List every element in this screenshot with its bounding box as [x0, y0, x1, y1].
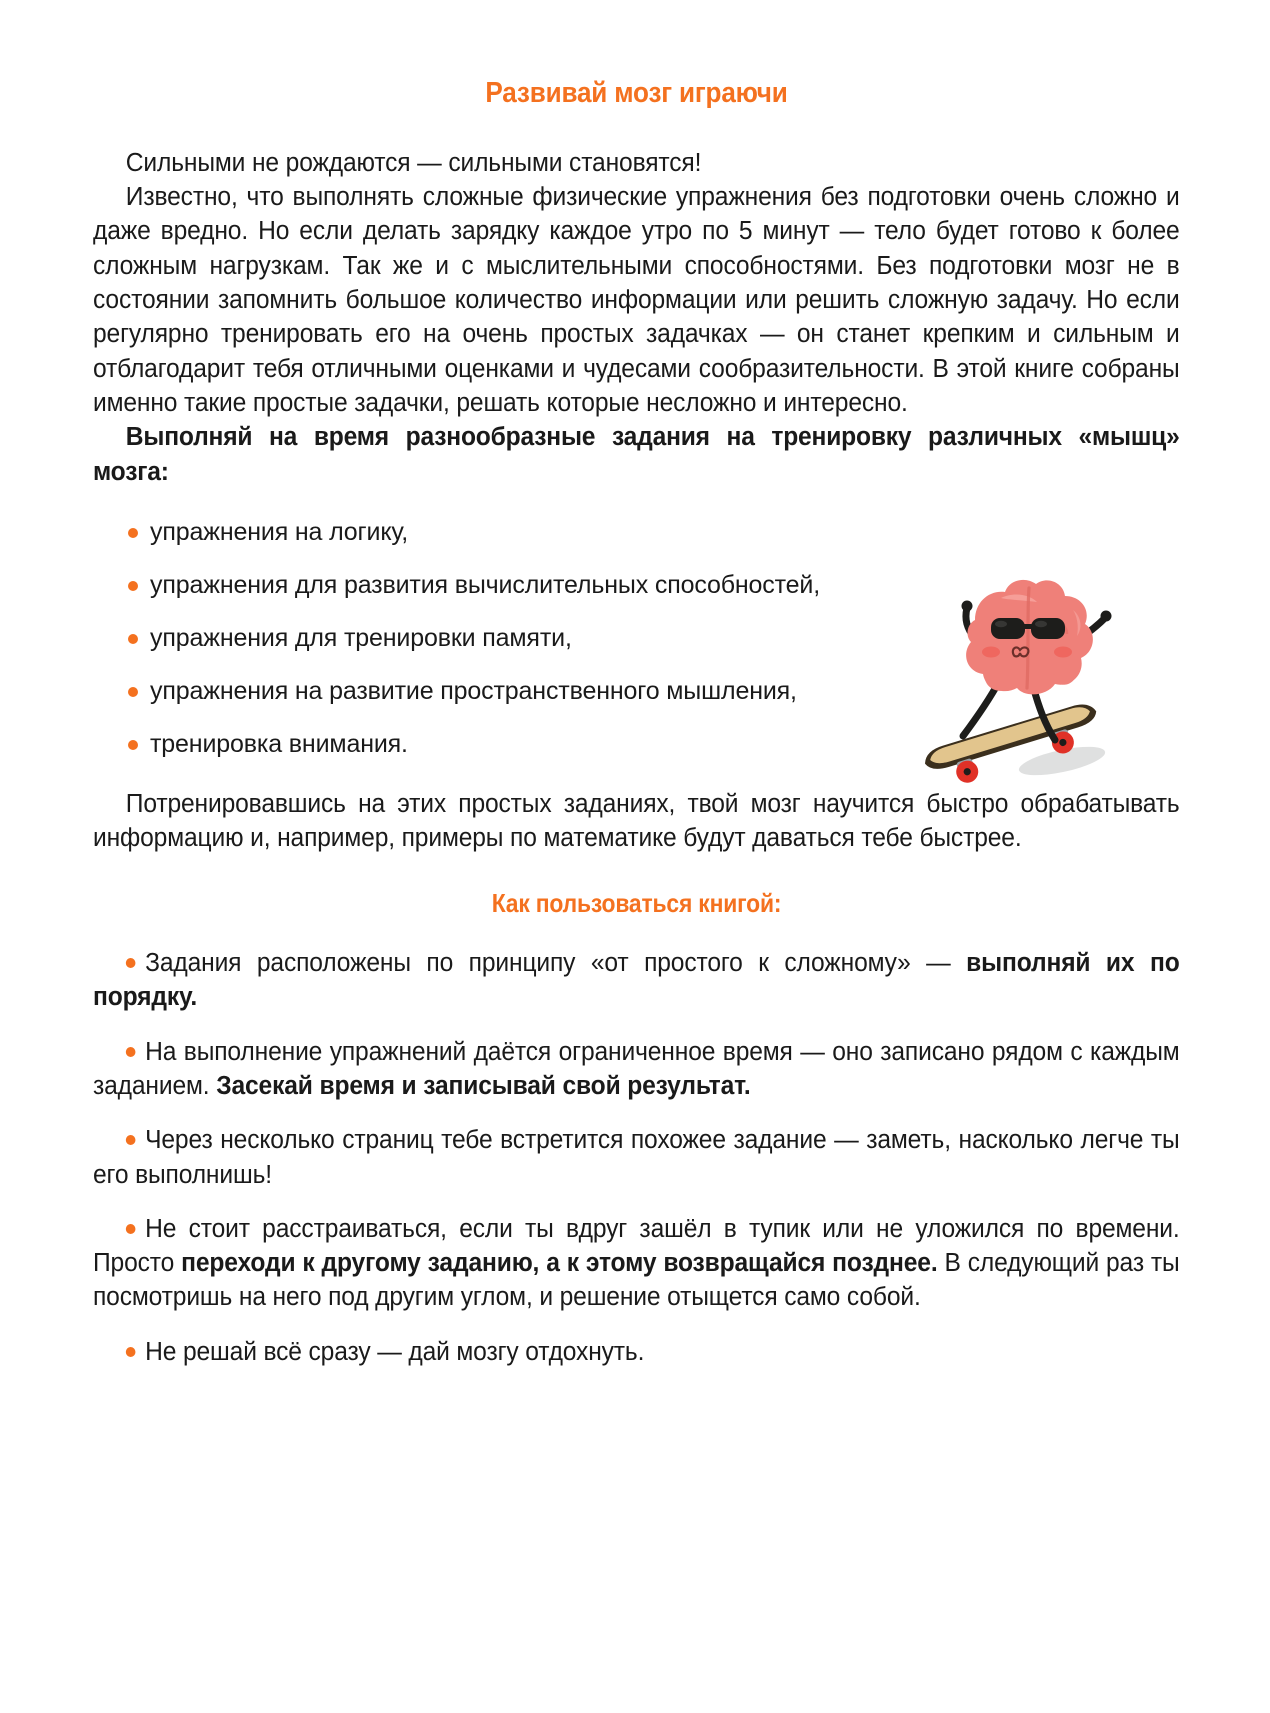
bullet-dot-icon — [126, 1347, 136, 1357]
list-item-label: упражнения для развития вычислительных способностей, — [150, 570, 821, 599]
instruction-text-bold: переходи к другому заданию, а к этому возвращайся позднее. — [181, 1249, 938, 1278]
instruction-item-1 — [93, 946, 1180, 1015]
instruction-text-plain: Задания расположены по принципу «от простого к сложному» — — [145, 949, 967, 978]
intro-paragraph-1: Известно, что выполнять сложные физические упражнения без подготовки очень сложно и даже вредно. Но если делать зарядку каждое утро по 5 минут — тело будет готово к более сложным нагрузкам. Так же и с мыслительными способностями. Без подготовки мозг не в состоянии запомнить большое количество информации или решить сложную задачу. Но если регулярно тренировать его на очень простых задачках — он станет крепким и сильным и отблагодарит тебя отличными оценками и чудесами сообразительности. В этой книге собраны именно такие простые задачки, решать которые несложно и интересно. — [93, 183, 1180, 417]
instruction-text-plain: Через несколько страниц тебе встретится похожее задание — заметь, насколько легче ты его выполнишь! — [93, 1126, 1180, 1189]
instruction-item-4 — [93, 1212, 1180, 1315]
bullet-dot-icon — [126, 1047, 136, 1057]
bullet-dot-icon — [128, 528, 138, 538]
brain-muscles-list — [93, 515, 1180, 761]
list-item — [93, 621, 1180, 655]
bullet-dot-icon — [128, 687, 138, 697]
instruction-item-5 — [93, 1335, 1180, 1369]
bullet-dot-icon — [126, 1224, 136, 1234]
how-to-use-heading: Как пользоваться книгой: — [491, 888, 782, 919]
instruction-item-2 — [93, 1035, 1180, 1104]
list-item-label: упражнения на развитие пространственного мышления, — [150, 676, 797, 705]
list-item — [93, 568, 1180, 602]
after-bullets-paragraph: Потренировавшись на этих простых заданиях, твой мозг научится быстро обрабатывать информацию и, например, примеры по математике будут даваться тебе быстрее. — [93, 789, 1180, 853]
instruction-text-plain: На выполнение упражнений даётся ограниченное время — оно записано рядом с каждым заданием. — [93, 1037, 1180, 1100]
intro-bold-lead: Выполняй на время разнообразные задания на тренировку различных «мышц» мозга: — [93, 423, 1180, 486]
page-content — [93, 78, 1180, 1389]
page-title: Развивай мозг играючи — [485, 77, 788, 109]
instruction-text-plain: Не стоит расстраиваться, если ты вдруг зашёл в тупик или не уложился по времени. Просто — [93, 1214, 1180, 1278]
list-item-label: упражнения для тренировки памяти, — [150, 623, 572, 652]
bullet-dot-icon — [128, 634, 138, 644]
list-item-label: упражнения на логику, — [150, 517, 409, 546]
instruction-text-bold: Засекай время и записывай свой результат. — [216, 1071, 751, 1100]
intro-line-1: Сильными не рождаются — сильными становятся! — [125, 148, 702, 177]
bullet-dot-icon — [128, 740, 138, 750]
bullet-dot-icon — [128, 581, 138, 591]
instruction-text-plain: Не решай всё сразу — дай мозгу отдохнуть. — [145, 1337, 645, 1366]
bullet-dot-icon — [126, 1135, 136, 1145]
list-item — [93, 674, 1180, 708]
bullet-dot-icon — [126, 958, 136, 968]
instruction-text-plain-2: В следующий раз ты посмотришь на него под другим углом, и решение отыщется само собой. — [93, 1249, 1180, 1312]
list-item-label: тренировка внимания. — [150, 729, 408, 758]
list-item — [93, 515, 1180, 549]
instruction-item-3 — [93, 1123, 1180, 1192]
list-item — [93, 727, 1180, 761]
instruction-text-bold: выполняй их по порядку. — [93, 949, 1180, 1012]
